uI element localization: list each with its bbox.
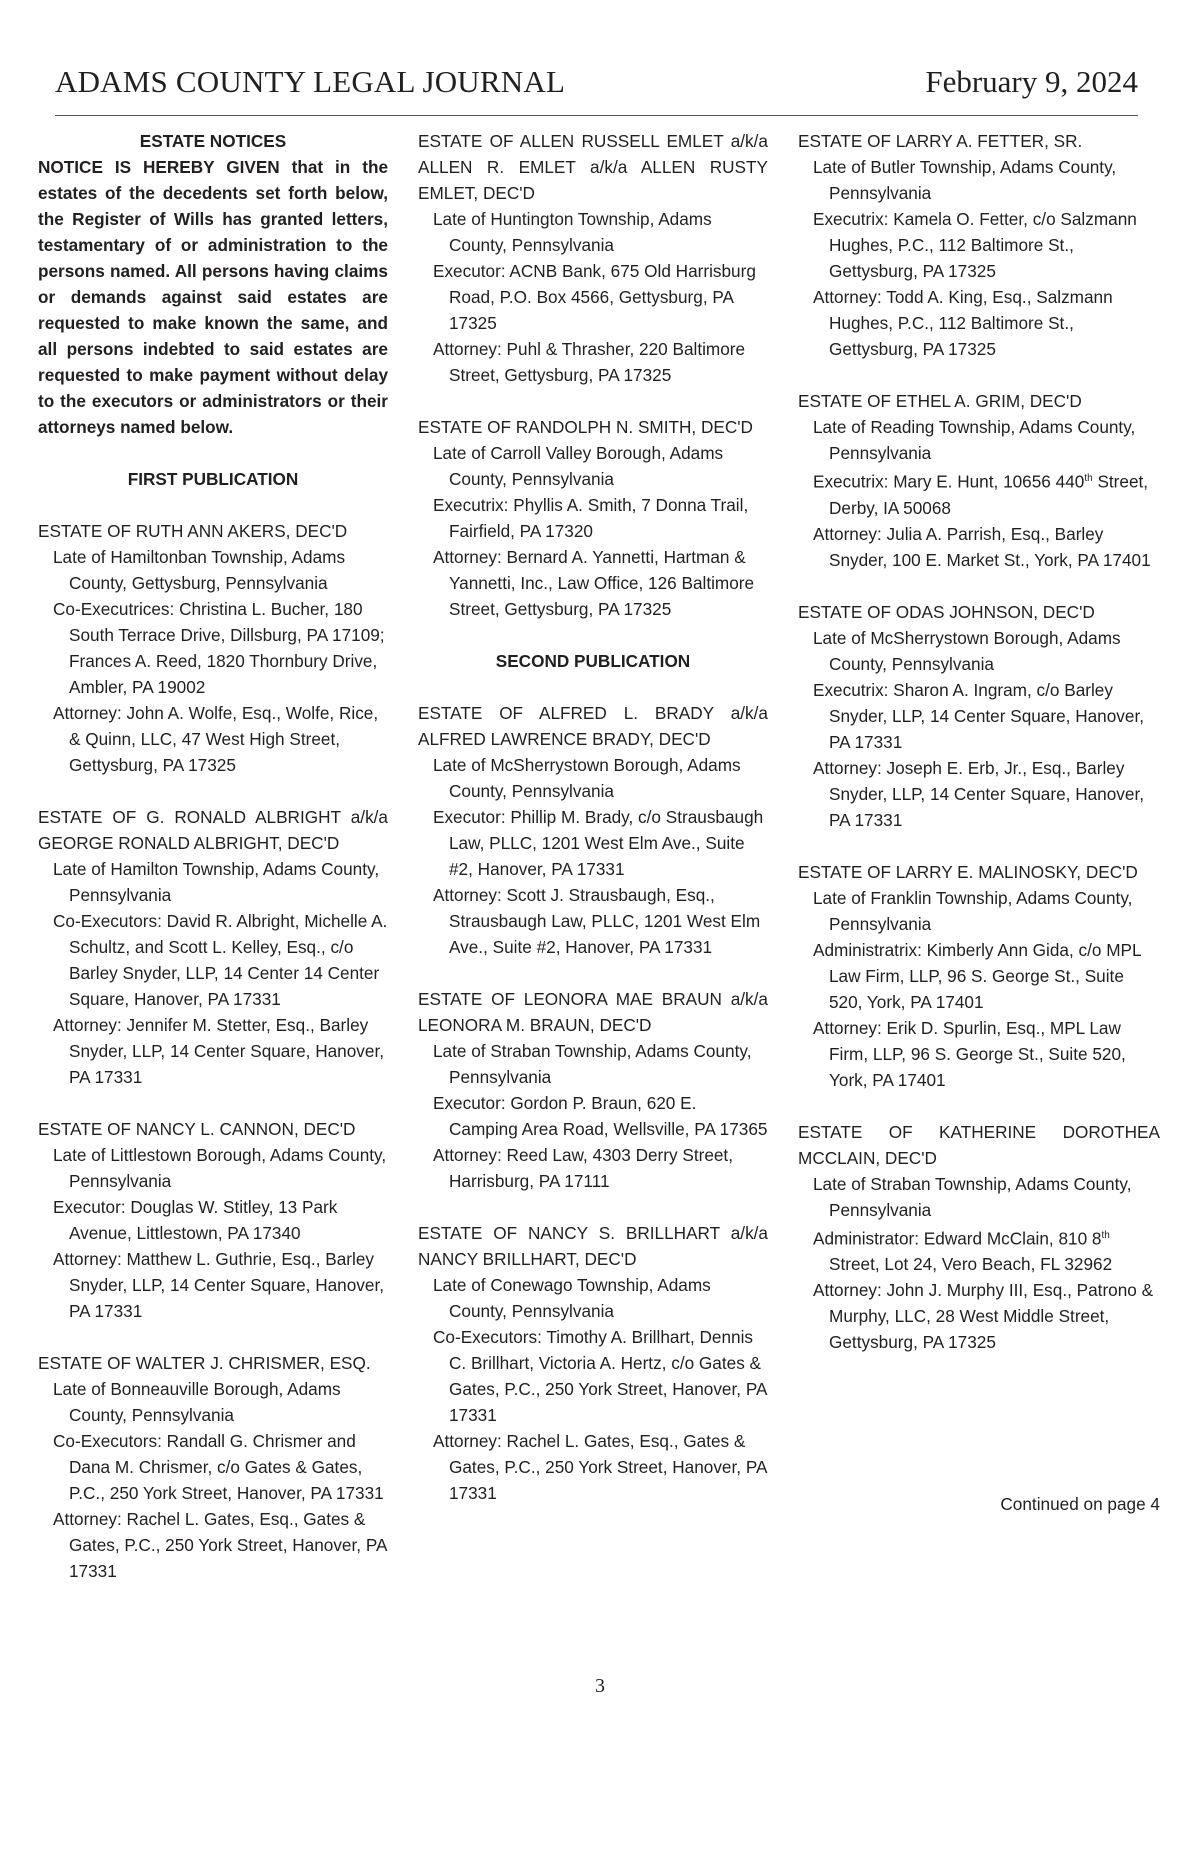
page-number: 3 <box>595 1675 605 1697</box>
column-1 <box>38 128 388 1610</box>
estate-attorney: Attorney: Todd A. King, Esq., Salzmann Hughes, P.C., 112 Baltimore St., Gettysburg, PA 17325 <box>813 287 1113 359</box>
journal-title: ADAMS COUNTY LEGAL JOURNAL <box>55 64 566 99</box>
estate-executors: Co-Executrices: Christina L. Bucher, 180 South Terrace Drive, Dillsburg, PA 17109; Frances A. Reed, 1820 Thornbury Drive, Ambler, PA 19002 <box>53 599 385 697</box>
issue-date: February 9, 2024 <box>925 64 1138 99</box>
estate-braun <box>418 986 768 1194</box>
estate-attorney: Attorney: Erik D. Spurlin, Esq., MPL Law Firm, LLP, 96 S. George St., Suite 520, York, PA 17401 <box>813 1017 1126 1090</box>
estate-title: ESTATE OF ODAS JOHNSON, DEC'D <box>798 601 1095 622</box>
estate-attorney: Attorney: Reed Law, 4303 Derry Street, Harrisburg, PA 17111 <box>433 1145 733 1191</box>
estate-executrix: Executrix: Sharon A. Ingram, c/o Barley Snyder, LLP, 14 Center Square, Hanover, PA 17331 <box>813 679 1144 752</box>
estate-title: ESTATE OF LARRY E. MALINOSKY, DEC'D <box>798 861 1138 882</box>
estate-attorney: Attorney: Scott J. Strausbaugh, Esq., Strausbaugh Law, PLLC, 1201 West Elm Ave., Suite #2, Hanover, PA 17331 <box>433 885 761 957</box>
estate-title: ESTATE OF LEONORA MAE BRAUN a/k/a LEONORA M. BRAUN, DEC'D <box>418 989 768 1035</box>
first-publication-heading: FIRST PUBLICATION <box>127 469 299 489</box>
estate-administrator <box>798 1223 1160 1278</box>
estate-residence: Late of Reading Township, Adams County, Pennsylvania <box>813 417 1136 463</box>
estate-residence: Late of Butler Township, Adams County, Pennsylvania <box>813 157 1117 203</box>
estate-residence: Late of Huntington Township, Adams County, Pennsylvania <box>433 209 712 255</box>
administrator-text: Administrator: Edward McClain, 810 8 <box>813 1228 1102 1249</box>
estate-executors: Co-Executors: David R. Albright, Michelle A. Schultz, and Scott L. Kelley, Esq., c/o Barley Snyder, LLP, 14 Center 14 Center Square, Hanover, PA 17331 <box>53 911 388 1009</box>
estate-title: ESTATE OF LARRY A. FETTER, SR. <box>798 131 1083 151</box>
header-rule <box>55 115 1138 116</box>
estate-executor: Executor: Phillip M. Brady, c/o Strausbaugh Law, PLLC, 1201 West Elm Ave., Suite #2, Hanover, PA 17331 <box>433 807 764 879</box>
estate-residence: Late of Hamiltonban Township, Adams County, Gettysburg, Pennsylvania <box>53 547 346 593</box>
estate-title: ESTATE OF ALLEN RUSSELL EMLET a/k/a ALLEN R. EMLET a/k/a ALLEN RUSTY EMLET, DEC'D <box>418 131 768 203</box>
estate-grim <box>798 388 1160 573</box>
estate-executor: Executor: Douglas W. Stitley, 13 Park Avenue, Littlestown, PA 17340 <box>53 1197 338 1243</box>
estate-smith <box>418 414 768 622</box>
estate-executrix <box>798 466 1160 521</box>
executrix-address: Street, Derby, IA 50068 <box>829 471 1149 518</box>
masthead <box>55 64 1138 114</box>
continued-note: Continued on page 4 <box>1000 1494 1160 1515</box>
estate-attorney: Attorney: Jennifer M. Stetter, Esq., Barley Snyder, LLP, 14 Center Square, Hanover, PA 17331 <box>53 1015 384 1087</box>
estate-brady <box>418 700 768 960</box>
estate-title: ESTATE OF ALFRED L. BRADY a/k/a ALFRED LAWRENCE BRADY, DEC'D <box>418 703 768 749</box>
estate-akers <box>38 518 388 778</box>
estate-executor: Executor: ACNB Bank, 675 Old Harrisburg Road, P.O. Box 4566, Gettysburg, PA 17325 <box>433 261 756 333</box>
estate-executors: Co-Executors: Randall G. Chrismer and Dana M. Chrismer, c/o Gates & Gates, P.C., 250 York Street, Hanover, PA 17331 <box>53 1431 384 1503</box>
estate-title: ESTATE OF ETHEL A. GRIM, DEC'D <box>798 391 1082 411</box>
estate-residence: Late of McSherrystown Borough, Adams County, Pennsylvania <box>813 627 1121 674</box>
estate-mcclain <box>798 1119 1160 1356</box>
estate-title: ESTATE OF G. RONALD ALBRIGHT a/k/a GEORGE RONALD ALBRIGHT, DEC'D <box>38 807 388 853</box>
estate-residence: Late of McSherrystown Borough, Adams County, Pennsylvania <box>433 755 741 801</box>
estate-title: ESTATE OF WALTER J. CHRISMER, ESQ. <box>38 1353 371 1373</box>
estate-residence: Late of Bonneauville Borough, Adams County, Pennsylvania <box>53 1379 341 1425</box>
second-publication-heading: SECOND PUBLICATION <box>495 651 691 671</box>
estate-chrismer <box>38 1350 388 1584</box>
column-2 <box>418 128 768 1532</box>
estate-title: ESTATE OF NANCY S. BRILLHART a/k/a NANCY BRILLHART, DEC'D <box>418 1223 768 1269</box>
estate-attorney: Attorney: Julia A. Parrish, Esq., Barley Snyder, 100 E. Market St., York, PA 17401 <box>813 523 1151 570</box>
estate-attorney: Attorney: Puhl & Thrasher, 220 Baltimore Street, Gettysburg, PA 17325 <box>433 339 746 385</box>
estate-johnson <box>798 599 1160 833</box>
estate-executor: Executor: Gordon P. Braun, 620 E. Camping Area Road, Wellsville, PA 17365 <box>433 1093 768 1139</box>
estate-attorney: Attorney: Joseph E. Erb, Jr., Esq., Barley Snyder, LLP, 14 Center Square, Hanover, PA 17331 <box>813 757 1144 830</box>
estate-fetter <box>798 128 1160 362</box>
column-3 <box>798 128 1160 1517</box>
notice-intro: NOTICE IS HEREBY GIVEN that in the estates of the decedents set forth below, the Register of Wills has granted letters, testamentary of or administration to the persons named. All persons having claims or demands against said estates are requested to make known the same, and all persons indebted to said estates are requested to make payment without delay to the executors or administrators or their attorneys named below. <box>38 157 388 437</box>
ordinal-suffix: th <box>1101 1229 1110 1241</box>
estate-residence: Late of Straban Township, Adams County, Pennsylvania <box>433 1041 752 1087</box>
estate-residence: Late of Carroll Valley Borough, Adams County, Pennsylvania <box>433 443 724 489</box>
estate-executors: Co-Executors: Timothy A. Brillhart, Dennis C. Brillhart, Victoria A. Hertz, c/o Gates & Gates, P.C., 250 York Street, Hanover, PA 17331 <box>433 1327 767 1425</box>
estate-attorney: Attorney: Matthew L. Guthrie, Esq., Barley Snyder, LLP, 14 Center Square, Hanover, PA 17331 <box>53 1249 384 1321</box>
estate-attorney: Attorney: Rachel L. Gates, Esq., Gates & Gates, P.C., 250 York Street, Hanover, PA 17331 <box>433 1431 767 1503</box>
estate-attorney: Attorney: John J. Murphy III, Esq., Patrono & Murphy, LLC, 28 West Middle Street, Gettysburg, PA 17325 <box>813 1280 1154 1353</box>
executrix-text: Executrix: Mary E. Hunt, 10656 440 <box>813 471 1085 492</box>
estate-title: ESTATE OF KATHERINE DOROTHEA MCCLAIN, DEC'D <box>798 1121 1160 1168</box>
estate-residence: Late of Franklin Township, Adams County, Pennsylvania <box>813 887 1133 934</box>
estate-albright <box>38 804 388 1090</box>
estate-brillhart <box>418 1220 768 1506</box>
estate-cannon <box>38 1116 388 1324</box>
estate-attorney: Attorney: Rachel L. Gates, Esq., Gates & Gates, P.C., 250 York Street, Hanover, PA 17331 <box>53 1509 387 1581</box>
estate-residence: Late of Hamilton Township, Adams County, Pennsylvania <box>53 859 380 905</box>
estate-notices-heading: ESTATE NOTICES <box>139 131 287 151</box>
estate-emlet <box>418 128 768 388</box>
estate-administratrix: Administratrix: Kimberly Ann Gida, c/o MPL Law Firm, LLP, 96 S. George St., Suite 520, York, PA 17401 <box>813 939 1141 1012</box>
estate-executrix: Executrix: Kamela O. Fetter, c/o Salzmann Hughes, P.C., 112 Baltimore St., Gettysburg, PA 17325 <box>813 209 1137 281</box>
ordinal-suffix: th <box>1084 473 1093 484</box>
estate-residence: Late of Littlestown Borough, Adams County, Pennsylvania <box>53 1145 387 1191</box>
administrator-address: Street, Lot 24, Vero Beach, FL 32962 <box>829 1254 1113 1275</box>
estate-title: ESTATE OF NANCY L. CANNON, DEC'D <box>38 1119 356 1139</box>
estate-malinosky <box>798 859 1160 1093</box>
estate-attorney: Attorney: John A. Wolfe, Esq., Wolfe, Rice, & Quinn, LLC, 47 West High Street, Gettysburg, PA 17325 <box>53 703 379 775</box>
estate-residence: Late of Straban Township, Adams County, Pennsylvania <box>813 1173 1132 1220</box>
estate-residence: Late of Conewago Township, Adams County, Pennsylvania <box>433 1275 711 1321</box>
estate-title: ESTATE OF RUTH ANN AKERS, DEC'D <box>38 521 348 541</box>
estate-attorney: Attorney: Bernard A. Yannetti, Hartman & Yannetti, Inc., Law Office, 126 Baltimore Street, Gettysburg, PA 17325 <box>433 547 755 619</box>
estate-executrix: Executrix: Phyllis A. Smith, 7 Donna Trail, Fairfield, PA 17320 <box>433 495 749 541</box>
estate-title: ESTATE OF RANDOLPH N. SMITH, DEC'D <box>418 417 753 437</box>
